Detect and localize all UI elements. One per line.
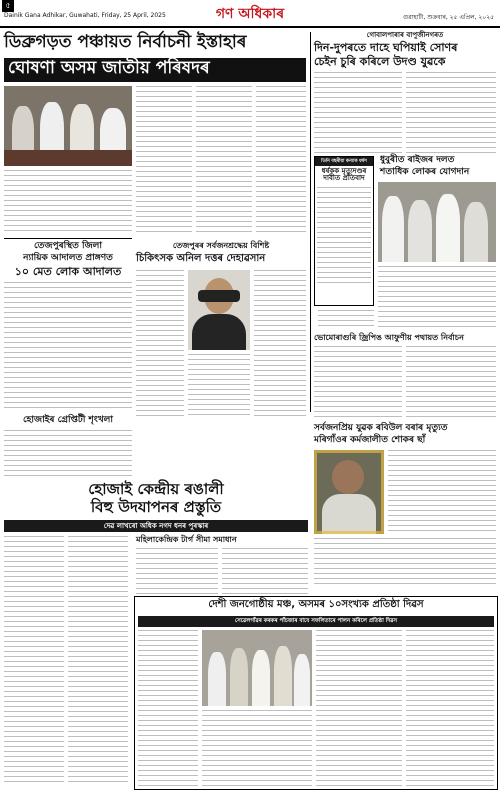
sidebox-body [317,187,371,287]
doctor-portrait [188,270,250,350]
headline-dibrugarh-line2: ঘোষণা অসম জাতীয় পৰিষদৰ [4,58,306,82]
masthead [0,0,500,28]
chain-snatch-body-2 [406,72,496,154]
headline-sorbojoni-line1: সৰ্বজনপ্ৰিয় যুৱক ৰবিউল বৰাৰ মৃত্যুত [314,423,448,433]
hojai-bihu-body-2 [68,536,128,786]
deshi-body-3 [316,630,402,786]
womens-body-1 [136,548,218,594]
hojai-bihu-body-1 [4,536,64,786]
headline-bhomoraguri: ভোমোৰাগুৰি জ্ৰিপিঙ আফুণীয় পথায়ত নিৰ্বাচন [314,333,464,342]
tezpur-court-body [4,282,132,412]
headline-dhuburi-line1: ধুবুৰীত ৰাইজৰ দলত [380,155,455,165]
sorbojoni-body-2 [314,538,496,586]
deshi-subhead: সেৱেলগাঁৱৰ কৰকৰ পাঁচজাৰ বাবে সফলিতাৰে পালন কৰিলে প্ৰতিষ্ঠা দিৱস [138,616,494,627]
sidebox-protest [314,156,374,306]
dibrugarh-body-4 [256,86,306,234]
headline-tezpur-doctor-line1: তেজপুৰৰ সৰ্বজনশ্ৰদ্ধেয় বিশিষ্ট [172,241,270,250]
dibrugarh-body-1 [4,170,132,234]
headline-dibrugarh-line1: ডিব্ৰুগড়ত পঞ্চায়ত নিৰ্বাচনী ইস্তাহাৰ [4,32,247,52]
deshi-body-4 [406,630,494,786]
column-rule [310,32,311,412]
rabiul-bora-portrait [314,450,384,534]
dibrugarh-body-3 [196,86,252,234]
tezpur-doctor-body-2 [254,270,306,416]
deshi-body-1 [138,630,198,786]
headline-chain-snatch-line1: দিন-দুপৰতে দাহে ঘপিয়াই সোণৰ [314,41,458,54]
dibrugarh-press-photo [4,86,132,166]
dibrugarh-body-2 [136,86,192,234]
tezpur-doctor-body-3 [188,354,250,416]
womens-body-2 [222,548,308,594]
kicker-goalpara: গোবালপাৰাৰ বাপুজীনগৰত [366,31,444,39]
headline-dhuburi-line2: শতাধিক লোকৰ যোগদান [380,167,470,177]
divider [4,238,132,239]
newspaper-logo: গণ অধিকাৰ [215,6,285,22]
headline-tezpur-court-line3: ১০ মেত লোক আদালত [14,265,122,278]
headline-womens: মহিলাকেন্দ্ৰিক টাৰ্গ সীমা সমাধান [136,535,237,544]
headline-hojai-bihu-line2: বিহু উদযাপনৰ প্ৰস্তুতি [90,498,222,516]
masthead-date-assamese: গুৱাহাটী, শুক্ৰবাৰ, ২৫ এপ্ৰিল, ২০২৫ [402,14,494,21]
sorbojoni-body-1 [388,450,496,534]
masthead-date-english: Dainik Gana Adhikar, Guwahati, Friday, 25 April, 2025 [4,12,166,19]
deshi-group-photo [202,630,312,706]
headline-tezpur-court-line1: তেজপুৰস্থিত জিলা [34,241,102,251]
tezpur-doctor-body-1 [136,270,184,416]
headline-sorbojoni-line2: মৰিগাঁওৰ কৰ্মজালীত শোকৰ ছাঁ [314,435,426,445]
page-number: ৫ [2,0,14,12]
headline-deshi: দেশী জনগোষ্ঠীয় মঞ্চ, অসমৰ ১০সংখ্যক প্ৰতিষ্ঠা দিৱস [208,599,424,610]
sidebox-headline: ধৰ্ষকক মৃত্যুদণ্ডৰ দাবীত প্ৰতিবাদ [321,167,367,183]
headline-tezpur-doctor-line2: চিকিৎসক অনিল দত্তৰ দেহাৱসান [136,253,266,264]
headline-hojai-crime: হোজাইৰ গ্ৰেপ্তিটী শৃংখলা [23,415,113,425]
headline-tezpur-court-line2: ন্যায়িক আদালত প্ৰাঙ্গণত [23,253,113,263]
headline-hojai-bihu-line1: হোজাই কেন্দ্ৰীয় ৰঙালী [88,480,224,498]
hojai-crime-body [4,430,132,476]
chain-snatch-body-1 [314,72,402,154]
bhomoraguri-body-1 [314,346,402,418]
hojai-bihu-subhead: দেৱ লাখৰো অধিক নগদ ধনৰ পুৰস্কাৰ [4,520,308,532]
sidebox-kicker: তিনি বছৰীয়া কন্যাক ধৰ্ষণ [315,157,373,166]
deshi-body-2 [202,710,312,786]
sidebox-more [318,310,374,330]
dhuburi-body [378,266,496,330]
headline-chain-snatch-line2: চেইন চুৰি কৰিলে উদণ্ড যুৱকে [314,55,446,68]
dhuburi-photo [378,182,496,262]
bhomoraguri-body-2 [406,346,496,418]
